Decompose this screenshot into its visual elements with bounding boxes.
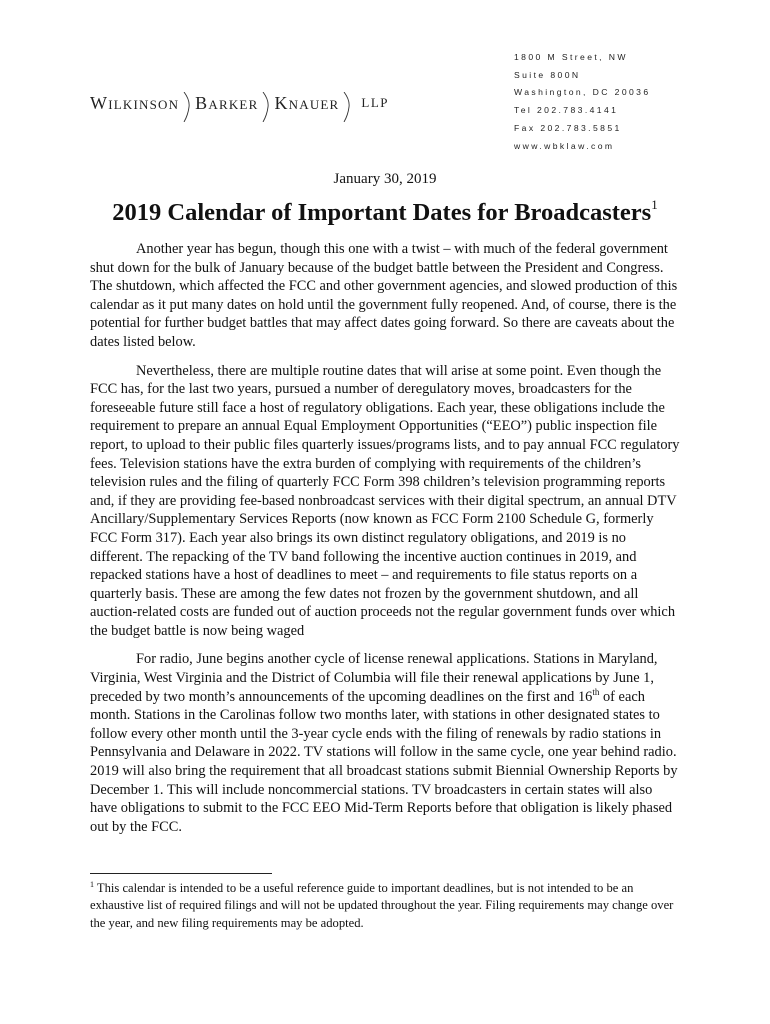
body-paragraph: Nevertheless, there are multiple routine dates that will arise at some point. Even though the FCC has, for the last two years, pursued a number of deregulatory moves, broadcasters for the foreseeable future still face a host of regulatory obligations. Each year, these obligations include the requirement to prepare an annual Equal Employment Opportunities (“EEO”) public inspection file report, to upload to their public files quarterly issues/programs lists, and to pay annual FCC regulatory fees. Television stations have the extra burden of complying with requirements of the children’s television rules and the filing of quarterly FCC Form 398 children’s television programming reports and, if they are providing fee-based nonbroadcast services with their digital spectrum, an annual DTV Ancillary/Supplementary Services Reports (now known as FCC Form 2100 Schedule G, formerly FCC Form 317). Each year also brings its own distinct regulatory obligations, and 2019 is no different. The repacking of the TV band following the incentive auction continues in 2019, and repacked stations have a host of deadlines to meet – and requirements to file status reports on a quarterly basis. These are among the few dates not frozen by the government shutdown, and all auction-related costs are funded out of auction proceeds not the regular government funds over which the budget battle is now being waged (90, 362, 680, 639)
address-phone: Tel 202.783.4141 (514, 105, 619, 116)
document-title-text: 2019 Calendar of Important Dates for Broadcasters (112, 199, 652, 227)
footnote (90, 880, 680, 932)
address-fax: Fax 202.783.5851 (514, 122, 622, 133)
logo-bracket-icon (262, 92, 270, 122)
address-street: 1800 M Street, NW (514, 52, 628, 62)
paragraph-text: of each month. Stations in the Carolinas follow two months later, with stations in other designated states to follow every other month until the 3-year cycle ends with the filing of renewals by radio stations in Pennsylvania and Delaware in 2022. TV stations will follow in the same cycle, one year behind radio. 2019 will also bring the requirement that all broadcast stations submit Biennial Ownership Reports by December 1. This will include noncommercial stations. TV broadcasters in certain states will also have obligations to submit to the FCC EEO Mid-Term Reports before that obligation is likely phased out by the FCC. (90, 688, 678, 835)
footnote-text: This calendar is intended to be a useful reference guide to important deadlines, but is not intended to be an exhaustive list of required filings and will not be updated throughout the year. Filing requirements may change over the year, and new filing requirements may be adopted. (90, 881, 674, 930)
footnote-number: 1 (90, 879, 94, 889)
footnote-divider (90, 873, 272, 874)
address-city: Washington, DC 20036 (514, 87, 651, 98)
document-title (0, 199, 770, 227)
document-body (90, 240, 680, 846)
document-date: January 30, 2019 (333, 171, 437, 187)
logo-bracket-icon (343, 92, 351, 122)
firm-address-block (514, 49, 651, 155)
title-footnote-ref: 1 (651, 197, 658, 212)
logo-name-3: Knauer (274, 92, 340, 113)
logo-name-1: Wilkinson (90, 92, 180, 113)
address-website: www.wbklaw.com (514, 140, 615, 151)
firm-logo (90, 88, 389, 118)
paragraph-text: For radio, June begins another cycle of license renewal applications. Stations in Maryland, Virginia, West Virginia and the District of Columbia will file their renewal applications by June 1, preceded by two month’s announcements of the upcoming deadlines on the first and 16 (90, 651, 658, 705)
body-paragraph (90, 650, 680, 836)
body-paragraph: Another year has begun, though this one with a twist – with much of the federal government shut down for the bulk of January because of the budget battle between the President and Congress. The shutdown, which affected the FCC and other government agencies, and slowed production of this calendar as it put many dates on hold until the government fully reopened. And, of course, there is the potential for further budget battles that may affect dates going forward. So there are caveats about the dates listed below. (90, 241, 678, 350)
ordinal-suffix: th (592, 686, 600, 697)
logo-bracket-icon (183, 92, 191, 122)
address-suite: Suite 800N (514, 69, 581, 80)
logo-suffix: LLP (361, 95, 390, 110)
logo-name-2: Barker (195, 92, 259, 113)
